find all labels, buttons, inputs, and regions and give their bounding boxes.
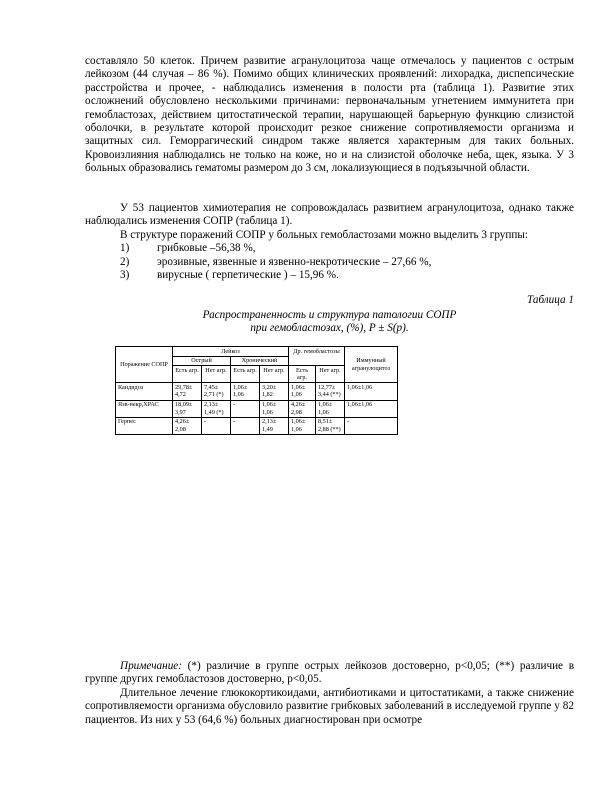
row-label: Кандидоз: [116, 383, 173, 400]
list-item-text: эрозивные, язвенные и язвенно-некротические – 27,66 %,: [157, 255, 432, 268]
list-item-number: 1): [120, 242, 130, 254]
list-item: [120, 256, 431, 270]
table-cell: -: [231, 400, 260, 417]
paragraph-treatment: Длительное лечение глюкокортикоидами, антибиотиками и цитостатиками, а также снижение сопротивляемости организма обусловило развитие грибковых заболеваний в исследуемой группе у 82 пациентов. Из них у 53 (64,6 %) больных диагностирован при осмотре: [85, 686, 574, 726]
table-cell: 1,06± 1,06: [316, 400, 345, 417]
header-yes: Есть агр.: [289, 366, 316, 383]
list-item-text: грибковые –56,38 %,: [157, 242, 256, 254]
table-title-line-1: Распространенность и структура патологии СОПР: [202, 309, 457, 321]
table-title-line-2: при гемобластозах, (%), P ± S(p).: [250, 322, 409, 335]
paragraph-chemotherapy: У 53 пациентов химиотерапия не сопровождалась развитием агранулоцитоза, однако также наблюдались изменения СОПР (таблица 1).: [85, 202, 574, 228]
table-cell: -: [202, 417, 231, 434]
note-label: Примечание:: [120, 660, 182, 672]
table-cell: 18,09± 3,97: [173, 400, 202, 417]
table-cell: 8,51± 2,88 (**): [316, 417, 345, 434]
table-row: [116, 400, 398, 417]
table-cell: 4,26± 2,08: [173, 417, 202, 434]
table-cell: 1,06± 1,06: [231, 383, 260, 400]
list-item-number: 3): [120, 269, 130, 282]
header-lesion: Поражение СОПР: [116, 347, 173, 383]
table-cell: -: [345, 417, 398, 434]
header-immune-agranulocytosis: Иммунный агранулоцитоз: [345, 347, 398, 383]
lesion-groups-list: [120, 242, 431, 283]
header-no: Нет агр.: [202, 366, 231, 383]
table-label: Таблица 1: [527, 294, 574, 306]
note-paragraph: [85, 660, 574, 687]
header-no: Нет агр.: [316, 366, 345, 383]
table-header-row: [116, 347, 398, 357]
table-cell: 2,13± 1,49 (*): [202, 400, 231, 417]
table-cell: 4,26± 2,08: [289, 400, 316, 417]
header-acute: Острый: [173, 356, 231, 366]
note-section: [85, 660, 574, 727]
header-no: Нет агр.: [260, 366, 289, 383]
header-leukemia: Лейкоз: [173, 347, 289, 357]
header-chronic: Хронический: [231, 356, 289, 366]
table-cell: 1,06±1,06: [345, 383, 398, 400]
list-item-text: вирусные ( герпетические ) – 15,96 %.: [157, 269, 339, 282]
header-yes: Есть агр.: [231, 366, 260, 383]
header-other-hemoblastoses: Др. гемобластозы: [289, 347, 345, 366]
table-cell: 1,06± 1,06: [289, 383, 316, 400]
table-cell: 29,78± 4,72: [173, 383, 202, 400]
note-text: (*) различие в группе острых лейкозов достоверно, p<0,05; (**) различие в группе других гемобластозов достоверно, p<0,05.: [85, 660, 574, 686]
table-title: [85, 309, 574, 336]
row-label: Герпес: [116, 417, 173, 434]
header-yes: Есть агр.: [173, 366, 202, 383]
table-row: [116, 383, 398, 400]
paragraph-agranulocytosis: составляло 50 клеток. Причем развитие агранулоцитоза чаще отмечалось у пациентов с острым лейкозом (44 случая – 86 %). Помимо общих клинических проявлений: лихорадка, диспепсические расстройства и прочее, - наблюдались изменения в полости рта (таблица 1). Развитие этих осложнений обусловлено несколькими причинами: первоначальным угнетением иммунитета при гемобластозах, действием цитостатической терапии, нарушающей барьерную функцию слизистой оболочки, в результате которой происходит резкое снижение сопротивляемости организма и защитных сил. Геморрагический синдром также является характерным для таких больных. Кровоизлияния наблюдались не только на коже, но и на слизистой оболочке неба, щек, языка. У 3 больных образовались гематомы размером до 3 см, локализующиеся в подъязычной области.: [85, 55, 574, 175]
paragraph-structure: В структуре поражений СОПР у больных гемобластозами можно выделить 3 группы:: [120, 229, 528, 241]
table-cell: 1,06±1,06: [345, 400, 398, 417]
data-table: [115, 346, 398, 435]
list-item: [120, 269, 431, 283]
table-row: [116, 417, 398, 434]
table-cell: 12,77± 3,44 (**): [316, 383, 345, 400]
table-cell: 1,06± 1,06: [260, 400, 289, 417]
table-cell: 3,20± 1,82: [260, 383, 289, 400]
table-cell: 2,13± 1,49: [260, 417, 289, 434]
list-item-number: 2): [120, 255, 130, 268]
list-item: [120, 242, 431, 256]
row-label: Язв-некр,ХРАС: [116, 400, 173, 417]
table-cell: -: [231, 417, 260, 434]
table-cell: 7,45± 2,71 (*): [202, 383, 231, 400]
table-cell: 1,06± 1,06: [289, 417, 316, 434]
